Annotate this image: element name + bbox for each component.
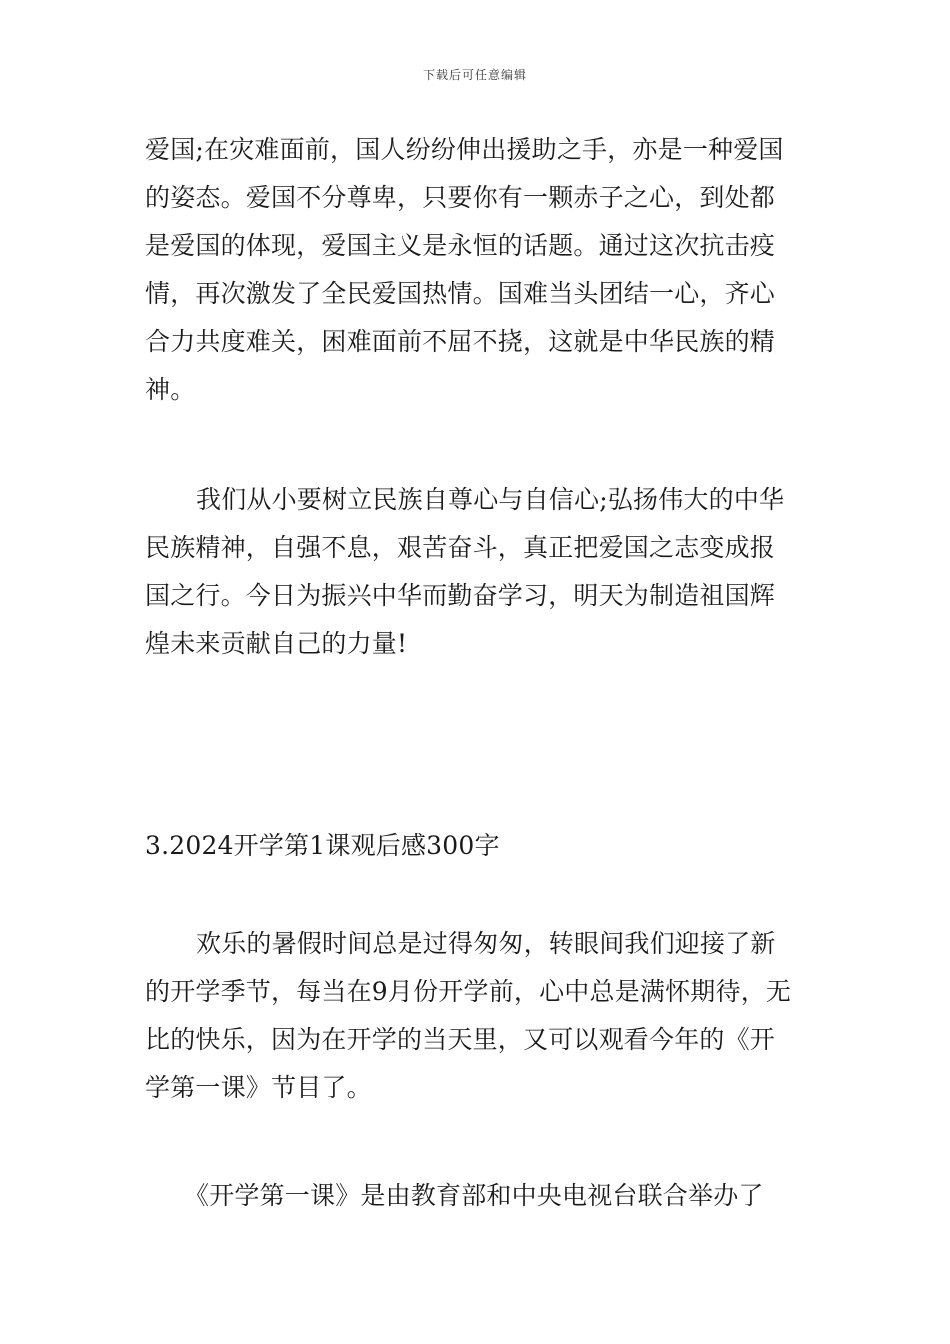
paragraph-line: 欢乐的暑假时间总是过得匆匆，转眼间我们迎接了新 <box>196 929 776 958</box>
paragraph-line: 国之行。今日为振兴中华而勤奋学习，明天为制造祖国辉 <box>145 581 776 610</box>
paragraph-line: 情，再次激发了全民爱国热情。国难当头团结一心，齐心 <box>145 279 776 308</box>
paragraph-line: 是爱国的体现，爱国主义是永恒的话题。通过这次抗击疫 <box>145 231 776 260</box>
paragraph-line: 的姿态。爱国不分尊卑，只要你有一颗赤子之心，到处都 <box>145 183 776 212</box>
paragraph-line: 爱国;在灾难面前，国人纷纷伸出援助之手，亦是一种爱国 <box>145 135 784 164</box>
paragraph-line: 我们从小要树立民族自尊心与自信心;弘扬伟大的中华 <box>196 485 785 514</box>
paragraph-line: 《开学第一课》是由教育部和中央电视台联合举办了 <box>184 1181 764 1210</box>
section-heading: 3.2024开学第1课观后感300字 <box>145 831 500 860</box>
paragraph-line: 合力共度难关，困难面前不屈不挠，这就是中华民族的精 <box>145 327 776 356</box>
page-header: 下载后可任意编辑 <box>422 68 527 82</box>
paragraph-line: 学第一课》节目了。 <box>145 1073 372 1102</box>
paragraph-line: 神。 <box>145 375 196 404</box>
paragraph-line: 的开学季节，每当在9月份开学前，心中总是满怀期待，无 <box>145 977 792 1006</box>
paragraph-line: 比的快乐，因为在开学的当天里，又可以观看今年的《开 <box>145 1025 776 1054</box>
paragraph-line: 煌未来贡献自己的力量! <box>145 629 408 658</box>
paragraph-line: 民族精神，自强不息，艰苦奋斗，真正把爱国之志变成报 <box>145 533 776 562</box>
